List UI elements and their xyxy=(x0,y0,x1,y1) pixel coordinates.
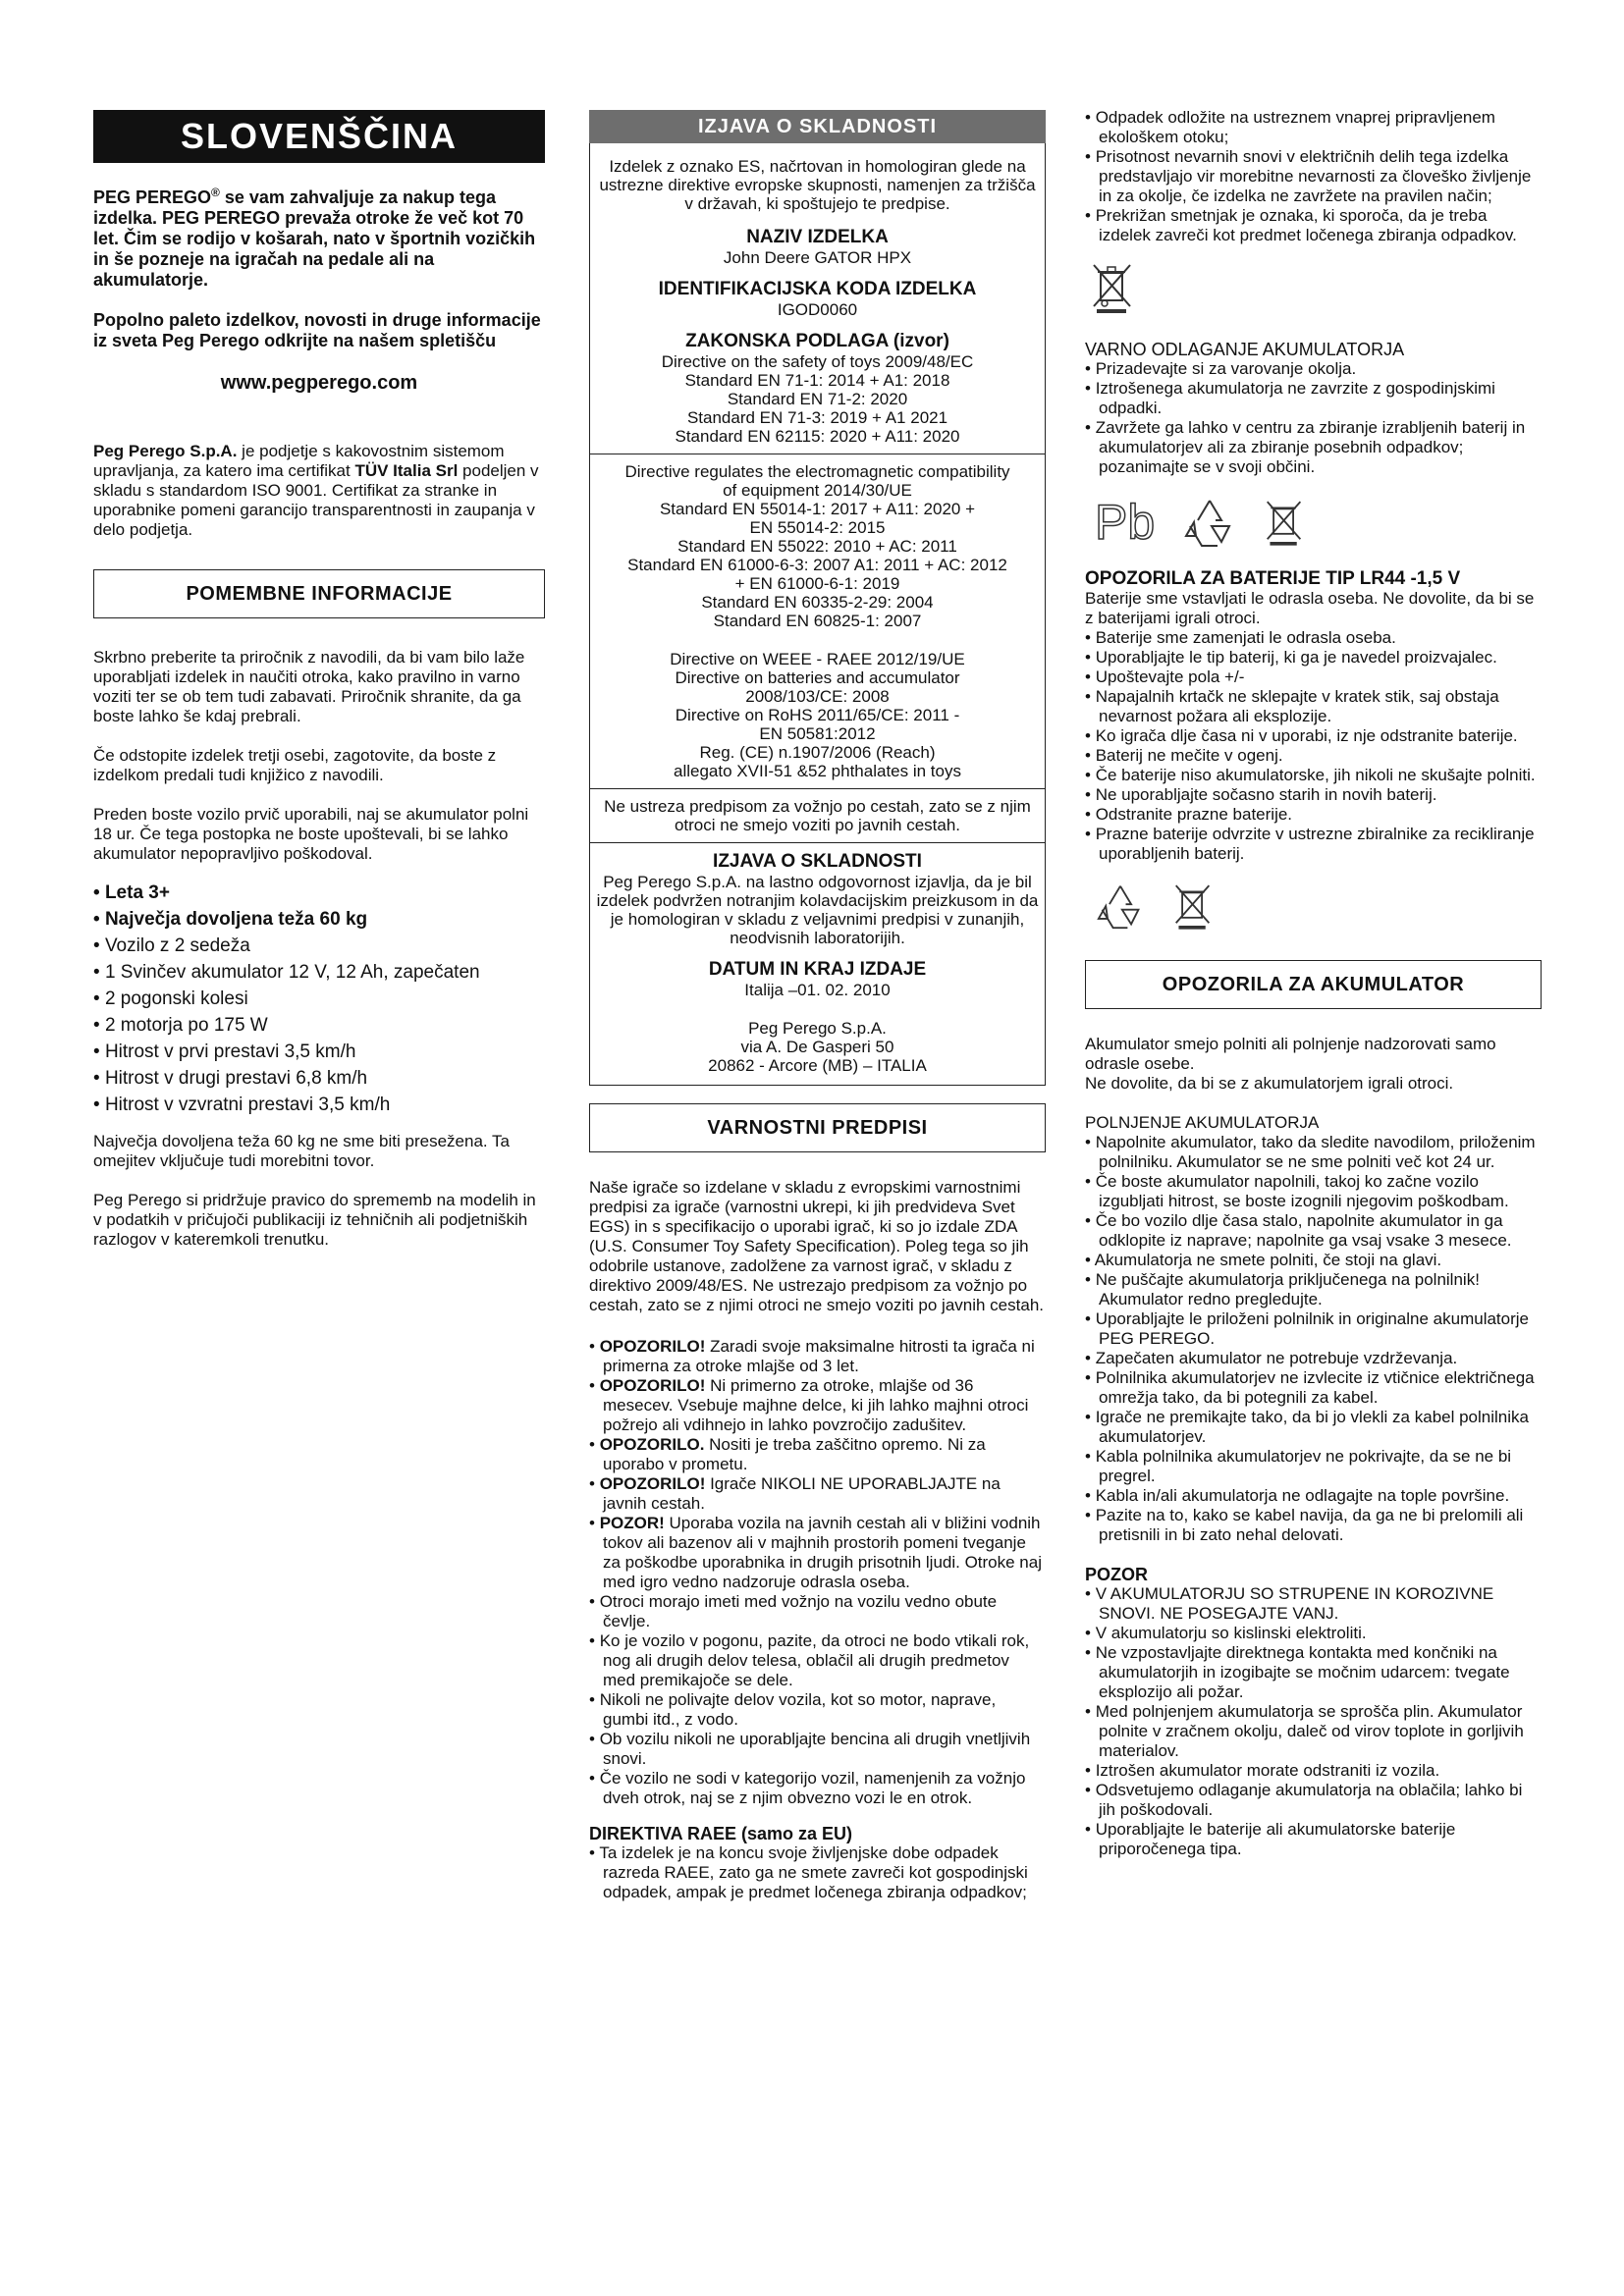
list-item: • Nikoli ne polivajte delov vozila, kot so motor, naprave, gumbi itd., z vodo. xyxy=(589,1690,1046,1730)
list-item: • Uporabljajte le priloženi polnilnik in originalne akumulatorje PEG PEREGO. xyxy=(1085,1309,1542,1349)
list-item: • Napajalnih krtačk ne sklepajte v kratek stik, saj obstaja nevarnost požara ali eksplozije. xyxy=(1085,687,1542,726)
list-item: • POZOR! Uporaba vozila na javnih cestah ali v bližini vodnih tokov ali bazenov ali v majhnih prostorih pomeni tveganje za poškodbe uporabnika in drugih prisotnih ljudi. Otroke naj med igro vedno nadzoruje odrasla oseba. xyxy=(589,1514,1046,1592)
issue-date-label: DATUM IN KRAJ IZDAJE xyxy=(708,959,927,980)
list-item: • OPOZORILO. Nositi je treba zaščitno opremo. Ni za uporabo v prometu. xyxy=(589,1435,1046,1474)
list-item: • 2 motorja po 175 W xyxy=(93,1012,545,1039)
list-item: • V AKUMULATORJU SO STRUPENE IN KOROZIVNE SNOVI. NE POSEGAJTE VANJ. xyxy=(1085,1584,1542,1624)
reserve-note: Peg Perego si pridržuje pravico do sprememb na modelih in v podatkih v pričujoči publikaciji iz tehničnih ali podjetniških razlogov v kateremkoli trenutku. xyxy=(93,1191,536,1249)
lr44-heading: OPOZORILA ZA BATERIJE TIP LR44 -1,5 V xyxy=(1085,568,1461,589)
safety-heading: VARNOSTNI PREDPISI xyxy=(589,1103,1046,1152)
list-item: • Hitrost v vzvratni prestavi 3,5 km/h xyxy=(93,1092,545,1118)
address-line: via A. De Gasperi 50 xyxy=(740,1038,894,1056)
weee-line: EN 50581:2012 xyxy=(759,724,876,743)
charging-heading: POLNJENJE AKUMULATORJA xyxy=(1085,1113,1320,1132)
list-item: • Leta 3+ xyxy=(93,880,545,906)
emc-line: Standard EN 55014-1: 2017 + A11: 2020 + xyxy=(659,500,976,518)
website-link[interactable]: www.pegperego.com xyxy=(220,372,418,394)
charging-list xyxy=(1085,1133,1542,1545)
list-item: • Ko je vozilo v pogonu, pazite, da otroci ne bodo vtikali rok, nog ali drugih delov telesa, oblačil ali drugih predmetov med premikajoče se dele. xyxy=(589,1631,1046,1690)
list-item: • 2 pogonski kolesi xyxy=(93,986,545,1012)
issue-date-value: Italija –01. 02. 2010 xyxy=(744,981,891,999)
list-item: • Ne vzpostavljajte direktnega kontakta med končniki na akumulatorjih in izogibajte se močnim udarcem: tvegate eksplozijo ali požar. xyxy=(1085,1643,1542,1702)
emc-line: Standard EN 55022: 2010 + AC: 2011 xyxy=(677,537,957,556)
list-item: • 1 Svinčev akumulator 12 V, 12 Ah, zapečaten xyxy=(93,959,545,986)
weee-line: allegato XVII-51 &52 phthalates in toys xyxy=(674,762,961,780)
list-item: • Prazne baterije odvrzite v ustrezne zbiralnike za recikliranje uporabljenih baterij. xyxy=(1085,825,1542,864)
list-item: • Baterij ne mečite v ogenj. xyxy=(1085,746,1542,766)
weee-line: Directive on WEEE - RAEE 2012/19/UE xyxy=(670,650,965,668)
lr44-list xyxy=(1085,628,1542,864)
battery-intro-1: Akumulator smejo polniti ali polnjenje nadzorovati samo odrasle osebe. xyxy=(1085,1035,1496,1073)
list-item: • Odstranite prazne baterije. xyxy=(1085,805,1542,825)
crossed-bin-icon xyxy=(1173,881,1213,931)
list-item: • Zapečaten akumulator ne potrebuje vzdrževanja. xyxy=(1085,1349,1542,1368)
battery-icons xyxy=(1095,881,1542,931)
safety-intro: Naše igrače so izdelane v skladu z evropskimi varnostnimi predpisi za igrače (varnostni ukrepi, ki jih predvideva Svet EGS) in s specifikacijo o uporabi igrač, ki so jo izdale ZDA (U.S. Consumer Toy Safety Specification). Poleg tega so jih odobrile ustanove, zadolžene za varnost igrač, v skladu z direktivo 2009/48/ES. Ne ustrezajo predpisom za vožnjo po cestah, zato se z njimi otroci ne smejo voziti po javnih cestah. xyxy=(589,1178,1044,1314)
weee-line: 2008/103/CE: 2008 xyxy=(745,687,890,706)
declaration-heading: IZJAVA O SKLADNOSTI xyxy=(589,110,1046,143)
company-paragraph: Peg Perego S.p.A. je podjetje s kakovostnim sistemom upravljanja, za katero ima certifikat TÜV Italia Srl podeljen v skladu s standardom ISO 9001. Certifikat za stranke in uporabnike pomeni garancijo transparentnosti in zaupanja v delo podjetja. xyxy=(93,442,539,539)
legal-line: Standard EN 71-1: 2014 + A1: 2018 xyxy=(684,371,950,390)
list-item: • Prekrižan smetnjak je oznaka, ki sporoča, da je treba izdelek zavreči kot predmet ločenega zbiranja odpadkov. xyxy=(1085,206,1542,245)
product-name-value: John Deere GATOR HPX xyxy=(723,248,912,267)
list-item: • Vozilo z 2 sedeža xyxy=(93,933,545,959)
legal-line: Standard EN 62115: 2020 + A11: 2020 xyxy=(675,427,960,446)
divider xyxy=(590,788,1045,789)
emc-line: Directive regulates the electromagnetic compatibility xyxy=(624,462,1010,481)
declaration-intro: Izdelek z oznako ES, načrtovan in homologiran glede na ustrezne direktive evropske skupnosti, namenjen za tržišča v državah, ki spoštujejo te predpise. xyxy=(599,157,1036,213)
emc-line: EN 55014-2: 2015 xyxy=(749,518,886,537)
raee-list-continued xyxy=(1085,108,1542,245)
declaration-box xyxy=(589,143,1046,1086)
list-item: • Pazite na to, kako se kabel navija, da ga ne bi prelomili ali pretisnili in bi zato nehal delovati. xyxy=(1085,1506,1542,1545)
emc-line: of equipment 2014/30/UE xyxy=(723,481,912,500)
list-item: • Ne uporabljajte sočasno starih in novih baterij. xyxy=(1085,785,1542,805)
list-item: • Če bo vozilo dlje časa stalo, napolnite akumulator in ga odklopite iz naprave; napolnite ga vsaj vsake 3 mesece. xyxy=(1085,1211,1542,1251)
list-item: • Če baterije niso akumulatorske, jih nikoli ne skušajte polniti. xyxy=(1085,766,1542,785)
legal-line: Standard EN 71-2: 2020 xyxy=(727,390,908,408)
column-3 xyxy=(1085,108,1542,1859)
raee-list xyxy=(589,1843,1046,1902)
list-item: • Odsvetujemo odlaganje akumulatorja na oblačila; lahko bi jih poškodovali. xyxy=(1085,1781,1542,1820)
list-item: • Napolnite akumulator, tako da sledite navodilom, priloženim polnilniku. Akumulator se ne sme polniti več kot 24 ur. xyxy=(1085,1133,1542,1172)
specs-list xyxy=(93,880,545,1118)
list-item: • Polnilnika akumulatorjev ne izvlecite iz vtičnice električnega omrežja tako, da bi potegnili za kabel. xyxy=(1085,1368,1542,1408)
list-item: • Otroci morajo imeti med vožnjo na vozilu vedno obute čevlje. xyxy=(589,1592,1046,1631)
weee-line: Directive on RoHS 2011/65/CE: 2011 - xyxy=(675,706,960,724)
legal-line: Directive on the safety of toys 2009/48/EC xyxy=(661,352,974,371)
raee-heading: DIREKTIVA RAEE (samo za EU) xyxy=(589,1824,853,1843)
list-item: • Igrače ne premikajte tako, da bi jo vlekli za kabel polnilnika akumulatorjev. xyxy=(1085,1408,1542,1447)
caution-heading: POZOR xyxy=(1085,1565,1149,1584)
legal-basis-label: ZAKONSKA PODLAGA (izvor) xyxy=(685,331,949,351)
divider xyxy=(590,842,1045,843)
list-item: • Akumulatorja ne smete polniti, če stoji na glavi. xyxy=(1085,1251,1542,1270)
list-item: • Uporabljajte le baterije ali akumulatorske baterije priporočenega tipa. xyxy=(1085,1820,1542,1859)
column-1 xyxy=(93,110,545,1250)
list-item: • Baterije sme zamenjati le odrasla oseba. xyxy=(1085,628,1542,648)
important-p2: Če odstopite izdelek tretji osebi, zagotovite, da boste z izdelkom predali tudi knjižico z navodili. xyxy=(93,746,497,784)
emc-line: Standard EN 60335-2-29: 2004 xyxy=(701,593,934,612)
battery-intro-2: Ne dovolite, da bi se z akumulatorjem igrali otroci. xyxy=(1085,1074,1454,1093)
lr44-intro: Baterije sme vstavljati le odrasla oseba. Ne dovolite, da bi se z baterijami igrali otroci. xyxy=(1085,589,1535,627)
weight-note: Največja dovoljena teža 60 kg ne sme biti presežena. Ta omejitev vključuje tudi morebitni tovor. xyxy=(93,1132,510,1170)
list-item: • OPOZORILO! Zaradi svoje maksimalne hitrosti ta igrača ni primerna za otroke mlajše od 3 let. xyxy=(589,1337,1046,1376)
legal-line: Standard EN 71-3: 2019 + A1 2021 xyxy=(686,408,948,427)
warnings-list xyxy=(589,1337,1046,1808)
road-note: Ne ustreza predpisom za vožnjo po cestah, zato se z njim otroci ne smejo voziti po javnih cestah. xyxy=(604,797,1031,834)
list-item: • Hitrost v drugi prestavi 6,8 km/h xyxy=(93,1065,545,1092)
list-item: • Iztrošen akumulator morate odstraniti iz vozila. xyxy=(1085,1761,1542,1781)
product-code-label: IDENTIFIKACIJSKA KODA IZDELKA xyxy=(658,279,977,299)
product-name-label: NAZIV IZDELKA xyxy=(746,227,889,247)
list-item: • Zavržete ga lahko v centru za zbiranje izrabljenih baterij in akumulatorjev ali za zbiranje posebnih odpadkov; pozanimajte se v svoji občini. xyxy=(1085,418,1542,477)
weee-line: Directive on batteries and accumulator xyxy=(675,668,960,687)
list-item: • Če boste akumulator napolnili, takoj ko začne vozilo izgubljati hitrost, se boste izognili njegovim poškodbam. xyxy=(1085,1172,1542,1211)
recycle-icon xyxy=(1095,882,1146,930)
emc-line: + EN 61000-6-1: 2019 xyxy=(734,574,900,593)
disposal-list xyxy=(1085,359,1542,477)
column-2 xyxy=(589,110,1046,1902)
list-item: • Prizadevajte si za varovanje okolja. xyxy=(1085,359,1542,379)
list-item: • Kabla in/ali akumulatorja ne odlagajte na tople površine. xyxy=(1085,1486,1542,1506)
address-line: 20862 - Arcore (MB) – ITALIA xyxy=(708,1056,927,1075)
list-item: • Prisotnost nevarnih snovi v električnih delih tega izdelka predstavljajo vir morebitne nevarnosti za človeško življenje in za okolje, če izdelka ne zavržete na pravilen način; xyxy=(1085,147,1542,206)
product-code-value: IGOD0060 xyxy=(777,300,858,319)
range-paragraph: Popolno paleto izdelkov, novosti in druge informacije iz sveta Peg Perego odkrijte na našem spletišču xyxy=(93,310,541,350)
battery-warnings-heading: OPOZORILA ZA AKUMULATOR xyxy=(1085,960,1542,1009)
list-item: • V akumulatorju so kislinski elektroliti. xyxy=(1085,1624,1542,1643)
list-item: • OPOZORILO! Igrače NIKOLI NE UPORABLJAJTE na javnih cestah. xyxy=(589,1474,1046,1514)
list-item: • Upoštevajte pola +/- xyxy=(1085,667,1542,687)
emc-line: Standard EN 60825-1: 2007 xyxy=(713,612,922,630)
list-item: • Če vozilo ne sodi v kategorijo vozil, namenjenih za vožnjo dveh otrok, naj se z njim obvezno vozi le en otrok. xyxy=(589,1769,1046,1808)
caution-list xyxy=(1085,1584,1542,1859)
address-line: Peg Perego S.p.A. xyxy=(748,1019,887,1038)
list-item: • Največja dovoljena teža 60 kg xyxy=(93,906,545,933)
intro-paragraph: PEG PEREGO® se vam zahvaljuje za nakup tega izdelka. PEG PEREGO prevaža otroke že več kot 70 let. Čim se rodijo v košarah, nato v športnih vozičkih in še pozneje na igračah na pedale ali na akumulatorje. xyxy=(93,186,536,290)
language-title: SLOVENŠČINA xyxy=(93,110,545,163)
list-item: • OPOZORILO! Ni primerno za otroke, mlajše od 36 mesecev. Vsebuje majhne delce, ki jih lahko majhni otroci požrejo ali vdihnejo in lahko povzročijo zadušitev. xyxy=(589,1376,1046,1435)
important-p3: Preden boste vozilo prvič uporabili, naj se akumulator polni 18 ur. Če tega postopka ne boste upoštevali, bi se lahko akumulator nepopravljivo poškodoval. xyxy=(93,805,529,863)
declaration2-text: Peg Perego S.p.A. na lastno odgovornost izjavlja, da je bil izdelek podvržen notranjim kolavdacijskim preizkusom in da je homologiran v skladu z veljavnimi predpisi v zunanjih, neodvisnih laboratorijih. xyxy=(596,873,1039,947)
list-item: • Ne puščajte akumulatorja priključenega na polnilnik! Akumulator redno pregledujte. xyxy=(1085,1270,1542,1309)
list-item: • Hitrost v prvi prestavi 3,5 km/h xyxy=(93,1039,545,1065)
list-item: • Ob vozilu nikoli ne uporabljajte bencina ali drugih vnetljivih snovi. xyxy=(589,1730,1046,1769)
disposal-icons xyxy=(1095,497,1542,548)
list-item: • Ta izdelek je na koncu svoje življenjske dobe odpadek razreda RAEE, zato ga ne smete zavreči kot gospodinjski odpadek, ampak je predmet ločenega zbiranja odpadkov; xyxy=(589,1843,1046,1902)
emc-line: Standard EN 61000-6-3: 2007 A1: 2011 + AC: 2012 xyxy=(627,556,1007,574)
disposal-heading: VARNO ODLAGANJE AKUMULATORJA xyxy=(1085,340,1405,359)
recycle-icon xyxy=(1182,497,1237,548)
important-info-heading: POMEMBNE INFORMACIJE xyxy=(93,569,545,618)
crossed-bin-icon xyxy=(1091,261,1542,314)
list-item: • Iztrošenega akumulatorja ne zavrzite z gospodinjskimi odpadki. xyxy=(1085,379,1542,418)
list-item: • Uporabljajte le tip baterij, ki ga je navedel proizvajalec. xyxy=(1085,648,1542,667)
list-item: • Ko igrača dlje časa ni v uporabi, iz nje odstranite baterije. xyxy=(1085,726,1542,746)
crossed-bin-icon xyxy=(1265,498,1304,547)
list-item: • Med polnjenjem akumulatorja se sprošča plin. Akumulator polnite v zračnem okolju, daleč od virov toplote in gorljivih materialov. xyxy=(1085,1702,1542,1761)
weee-line: Reg. (CE) n.1907/2006 (Reach) xyxy=(699,743,936,762)
important-p1: Skrbno preberite ta priročnik z navodili, da bi vam bilo laže uporabljati izdelek in naučiti otroka, kako pravilno in varno voziti ter se ob tem tudi zabavati. Priročnik shranite, da ga boste lahko še kdaj prebrali. xyxy=(93,648,525,725)
pb-icon: Pb xyxy=(1095,495,1156,550)
declaration2-label: IZJAVA O SKLADNOSTI xyxy=(713,851,922,872)
list-item: • Kabla polnilnika akumulatorjev ne pokrivajte, da se ne bi pregrel. xyxy=(1085,1447,1542,1486)
list-item: • Odpadek odložite na ustreznem vnaprej pripravljenem ekološkem otoku; xyxy=(1085,108,1542,147)
